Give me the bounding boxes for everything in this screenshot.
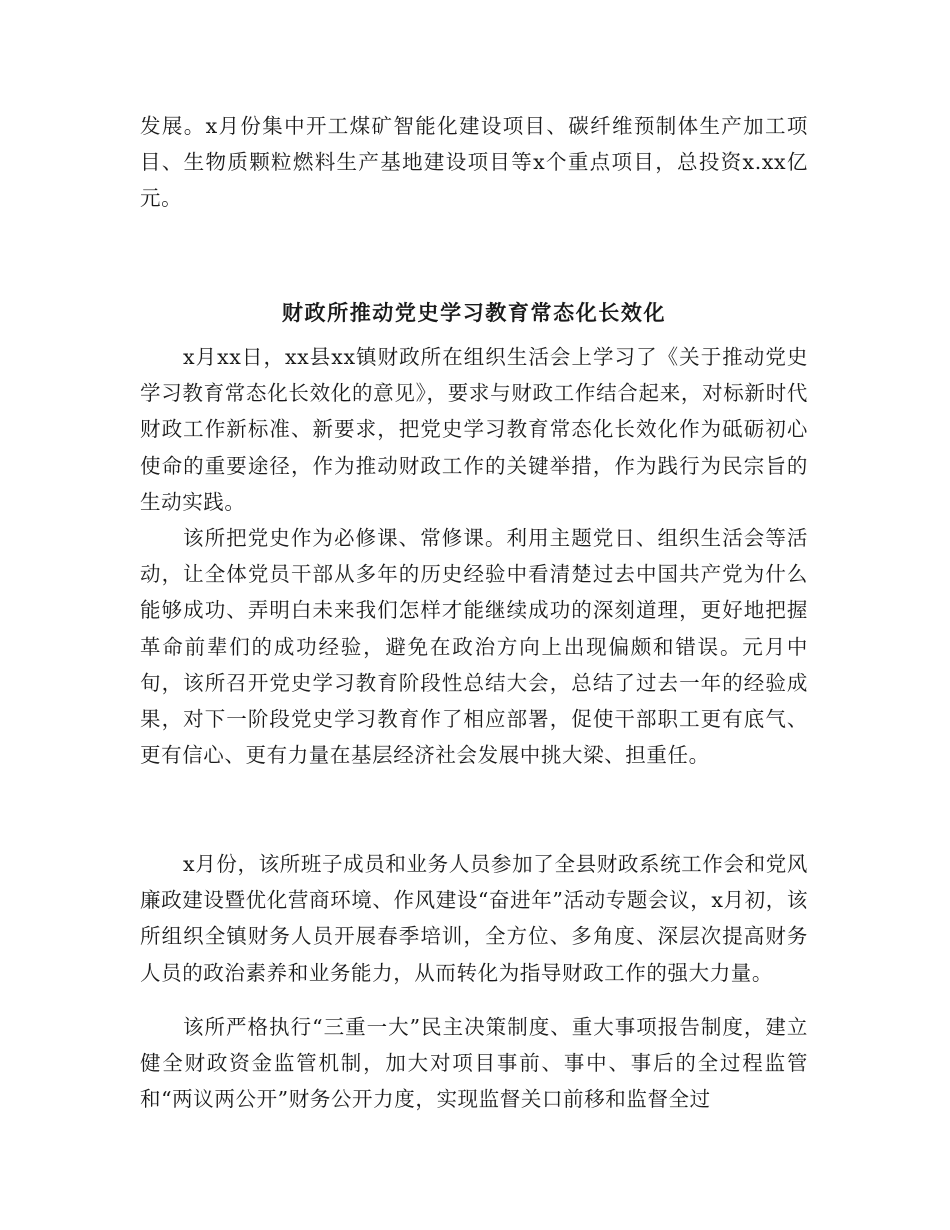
intro-paragraph: 发展。x月份集中开工煤矿智能化建设项目、碳纤维预制体生产加工项目、生物质颗粒燃料生产基地建设项目等x个重点项目，总投资x.xx亿元。 (140, 114, 808, 211)
paragraph-4: 该所严格执行“三重一大”民主决策制度、重大事项报告制度，建立健全财政资金监管机制，加大对项目事前、事中、事后的全过程监管和“两议两公开”财务公开力度，实现监督关口前移和监督全过 (140, 1015, 808, 1112)
paragraph-3: x月份，该所班子成员和业务人员参加了全县财政系统工作会和党风廉政建设暨优化营商环境、作风建设“奋进年”活动专题会议，x月初，该所组织全镇财务人员开展春季培训，全方位、多角度、深层次提高财务人员的政治素养和业务能力，从而转化为指导财政工作的强大力量。 (140, 852, 808, 985)
paragraph-2: 该所把党史作为必修课、常修课。利用主题党日、组织生活会等活动，让全体党员干部从多年的历史经验中看清楚过去中国共产党为什么能够成功、弄明白未来我们怎样才能继续成功的深刻道理，更好地把握革命前辈们的成功经验，避免在政治方向上出现偏颇和错误。元月中旬，该所召开党史学习教育阶段性总结大会，总结了过去一年的经验成果，对下一阶段党史学习教育作了相应部署，促使干部职工更有底气、更有信心、更有力量在基层经济社会发展中挑大梁、担重任。 (140, 526, 808, 768)
paragraph-1: x月xx日，xx县xx镇财政所在组织生活会上学习了《关于推动党史学习教育常态化长效化的意见》，要求与财政工作结合起来，对标新时代财政工作新标准、新要求，把党史学习教育常态化长效化作为砥砺初心使命的重要途径，作为推动财政工作的关键举措，作为践行为民宗旨的生动实践。 (140, 345, 808, 514)
article-title: 财政所推动党史学习教育常态化长效化 (281, 300, 667, 325)
